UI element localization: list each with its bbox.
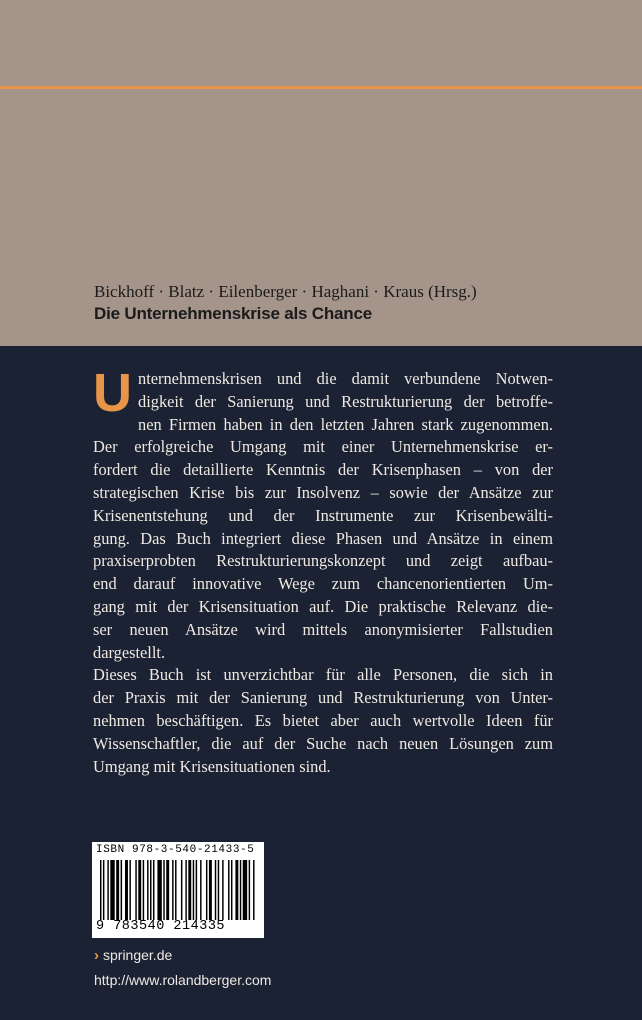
- chevron-right-icon: ›: [94, 946, 99, 964]
- blurb-paragraph-1: [93, 363, 553, 664]
- blurb-text: [93, 363, 553, 778]
- text-line: fordert die detaillierte Kenntnis der Krisenphasen – von der: [93, 460, 553, 480]
- text-line: nen Firmen haben in den letzten Jahren stark zugenommen.: [138, 414, 553, 434]
- text-line: gung. Das Buch integriert diese Phasen und Ansätze in einem: [93, 528, 553, 548]
- text-line: gang mit der Krisensituation auf. Die praktische Relevanz die-: [93, 596, 553, 616]
- publisher-links: [94, 944, 271, 991]
- text-line: Krisenentstehung und der Instrumente zur Krisenbewälti-: [93, 505, 553, 525]
- text-line: Wissenschaftler, die auf der Suche nach neuen Lösungen zum: [93, 733, 553, 753]
- orange-rule: [0, 86, 642, 89]
- text-line: Umgang mit Krisensituationen sind.: [93, 756, 331, 776]
- text-line: strategischen Krise bis zur Insolvenz – sowie der Ansätze zur: [93, 482, 553, 502]
- book-title: Die Unternehmenskrise als Chance: [94, 304, 372, 323]
- text-line: Der erfolgreiche Umgang mit einer Unternehmenskrise er-: [93, 437, 553, 457]
- springer-link[interactable]: springer.de: [103, 947, 173, 963]
- text-line: digkeit der Sanierung und Restrukturierung der betroffe-: [138, 391, 553, 411]
- text-line: Dieses Buch ist unverzichtbar für alle Personen, die sich in: [93, 665, 553, 685]
- top-band: [0, 0, 642, 346]
- editors-line: Bickhoff · Blatz · Eilenberger · Haghani · Kraus (Hrsg.): [94, 282, 477, 301]
- isbn-barcode: [92, 842, 264, 938]
- drop-cap: U: [93, 363, 132, 423]
- isbn-label: ISBN 978-3-540-21433-5: [96, 844, 255, 856]
- barcode-bars-icon: [100, 860, 256, 920]
- text-line: nternehmenskrisen und die damit verbundene Notwen-: [138, 369, 553, 388]
- ean-number: 9 783540 214335: [96, 919, 226, 934]
- springer-link-row[interactable]: [94, 944, 271, 966]
- text-line: dargestellt.: [93, 642, 166, 662]
- rolandberger-link-row[interactable]: [94, 969, 271, 991]
- text-line: end darauf innovative Wege zum chancenorientierten Um-: [93, 574, 553, 594]
- text-line: nehmen beschäftigen. Es bietet aber auch wertvolle Ideen für: [93, 710, 553, 730]
- blurb-paragraph-2: [93, 664, 553, 778]
- text-line: der Praxis mit der Sanierung und Restrukturierung von Unter-: [93, 688, 553, 708]
- text-line: ser neuen Ansätze wird mittels anonymisierter Fallstudien: [93, 619, 553, 639]
- text-line: praxiserprobten Restrukturierungskonzept und zeigt aufbau-: [93, 551, 553, 571]
- rolandberger-link[interactable]: http://www.rolandberger.com: [94, 972, 272, 988]
